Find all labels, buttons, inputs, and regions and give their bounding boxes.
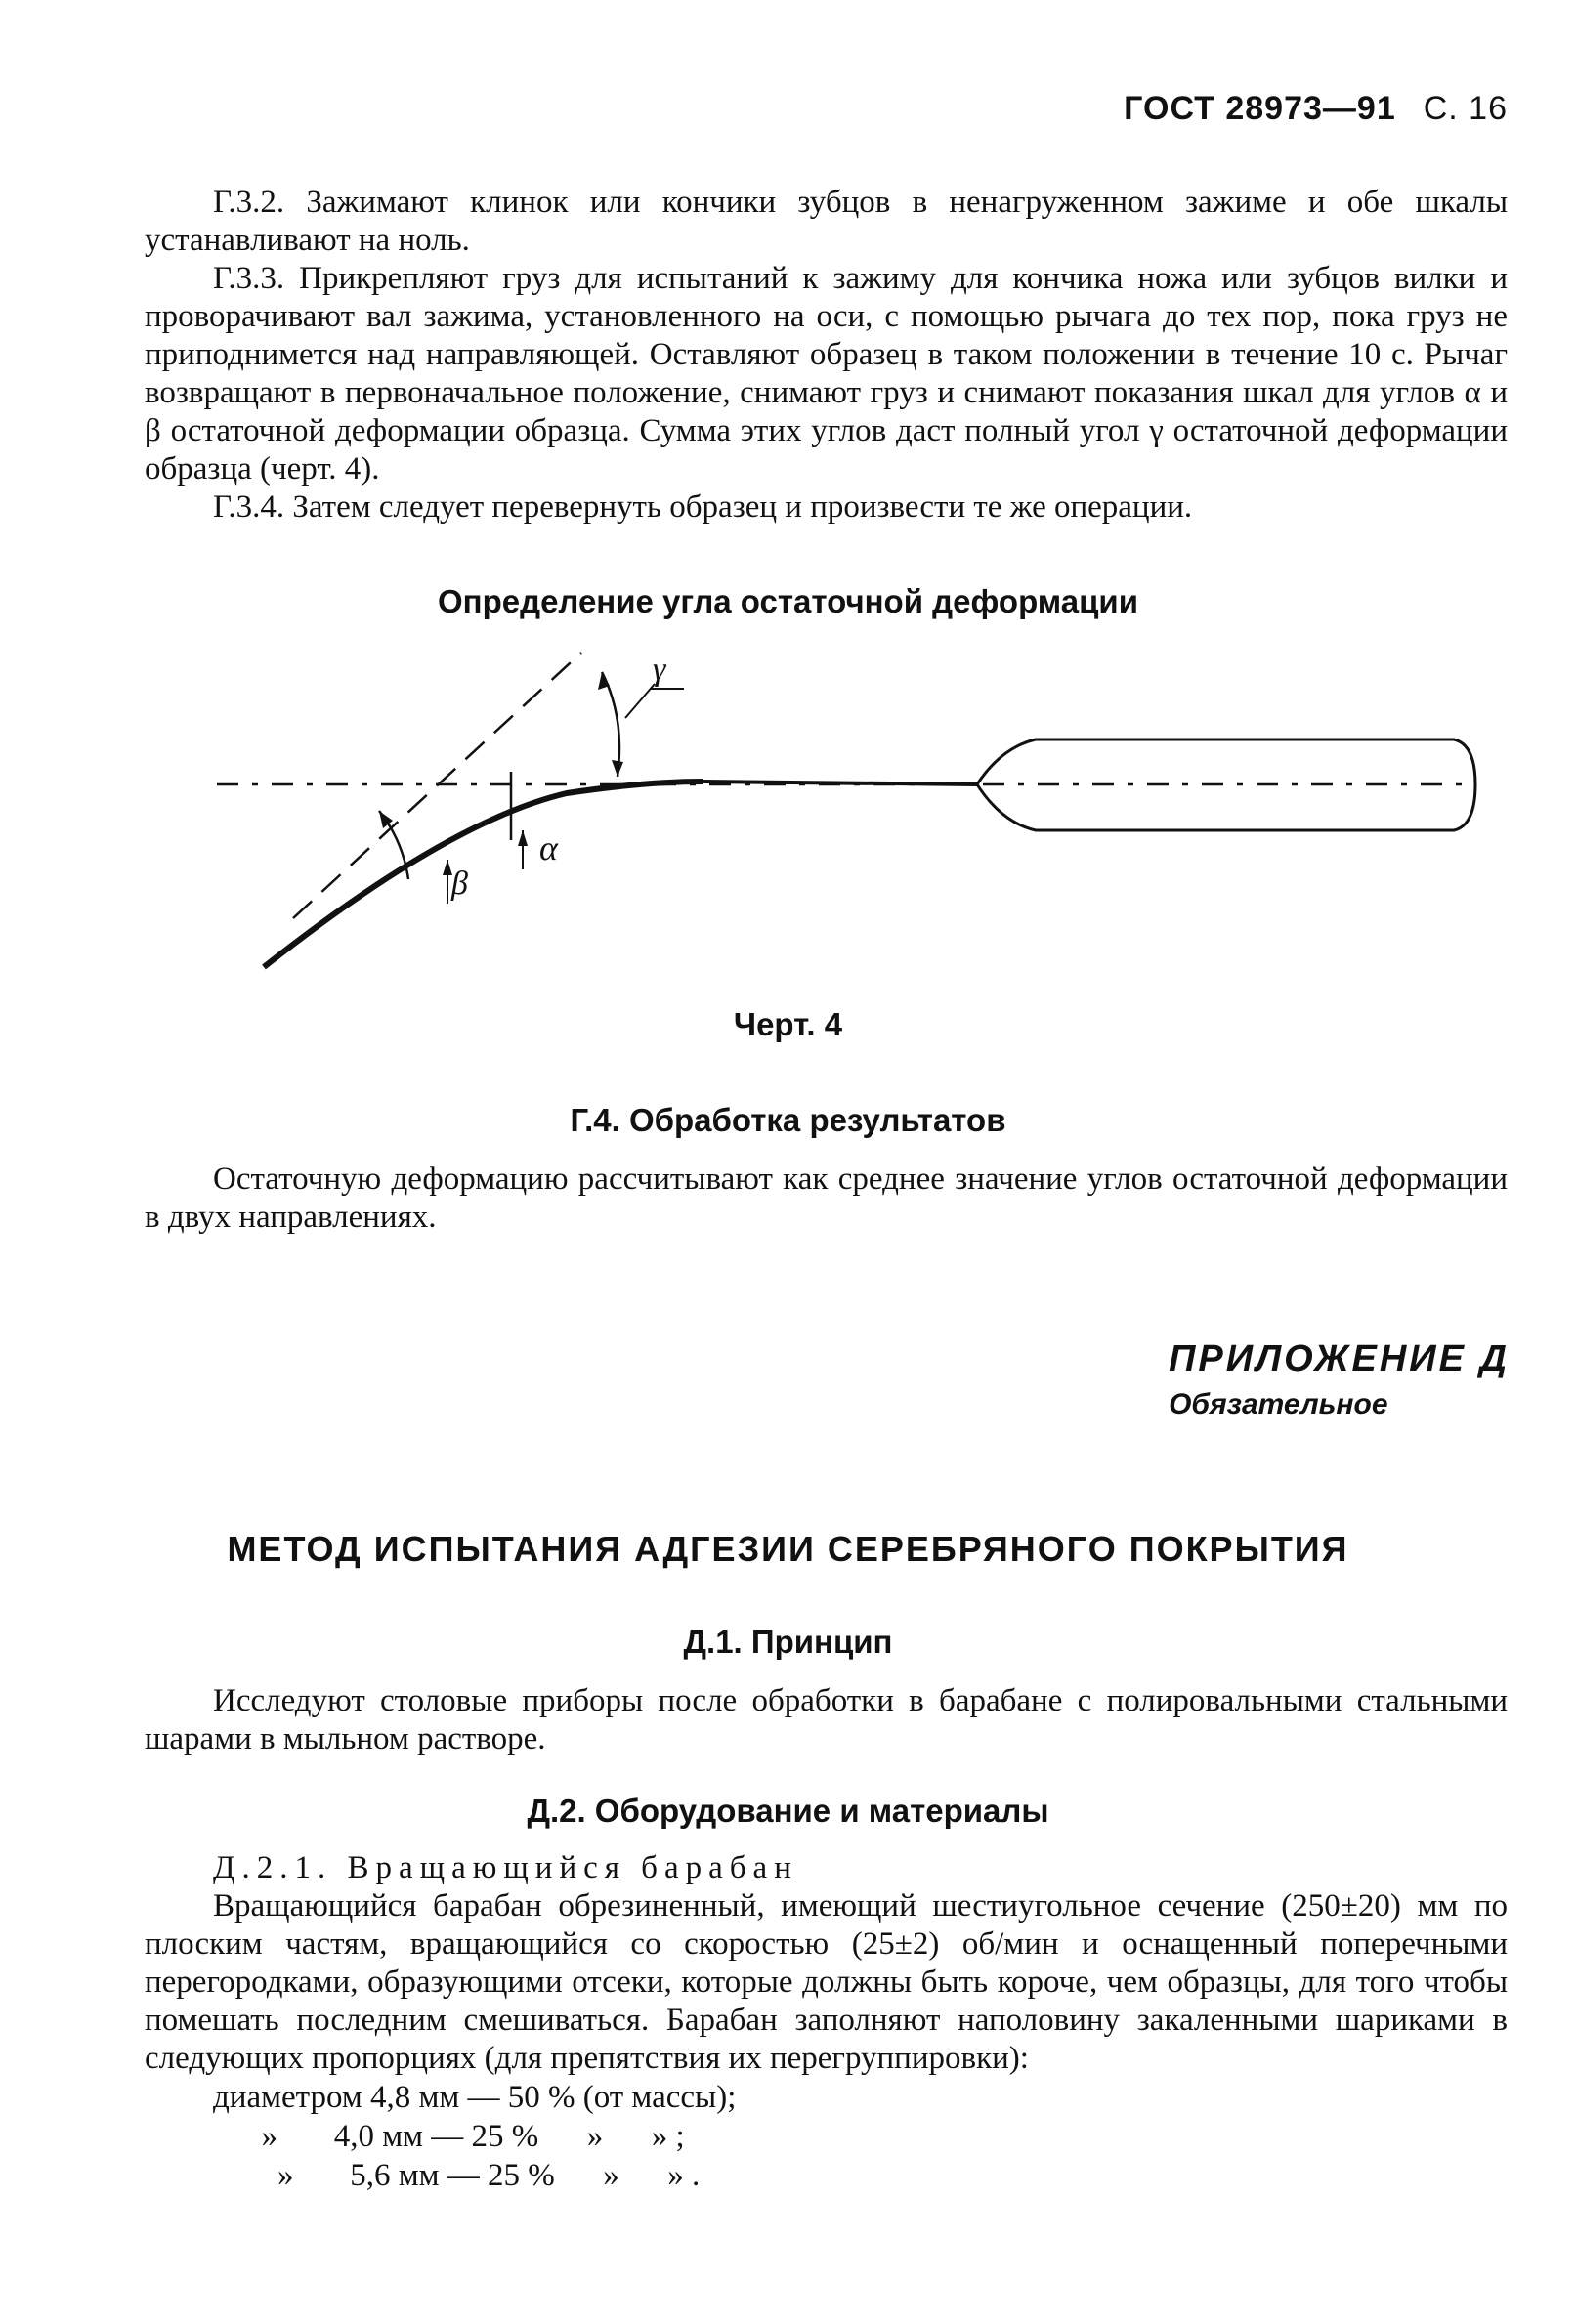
paragraph-d21: Вращающийся барабан обрезиненный, имеющий шестиугольное сечение (250±20) мм по плоским частям, вращающийся со скоростью (25±2) об/мин и оснащенный поперечными перегородками, образующими отсеки, которые должны быть короче, чем образцы, для того чтобы помешать последним смешиваться. Барабан заполняют наполовину закаленными шариками в следующих пропорциях (для препятствия их перегруппировки): (145, 1888, 1508, 2076)
section-d2-body (145, 1849, 1508, 2195)
beta-label: β (451, 866, 468, 902)
alpha-label: α (539, 828, 558, 867)
document-code: ГОСТ 28973—91 (1124, 90, 1396, 127)
list-item: диаметром 4,8 мм — 50 % (от массы); (213, 2080, 737, 2115)
alpha-arrow (518, 830, 528, 846)
figure-title: Определение угла остаточной деформации (438, 583, 1138, 619)
section-d1-heading: Д.1. Принцип (683, 1624, 893, 1660)
method-title: МЕТОД ИСПЫТАНИЯ АДГЕЗИИ СЕРЕБРЯНОГО ПОКРЫТИЯ (227, 1529, 1349, 1569)
list-item: » 5,6 мм — 25 % » » . (213, 2158, 701, 2193)
paragraph-d1: Исследуют столовые приборы после обработки в барабане с полировальными стальными шарами в мыльном растворе. (145, 1683, 1508, 1756)
paragraph-g32: Г.3.2. Зажимают клинок или кончики зубцов в ненагруженном зажиме и обе шкалы устанавливают на ноль. (145, 185, 1508, 258)
gamma-arrow-bottom (612, 760, 623, 777)
section-d1-body (145, 1682, 1508, 1758)
page-number: С. 16 (1423, 90, 1508, 127)
appendix-title: ПРИЛОЖЕНИЕ Д (1169, 1338, 1510, 1379)
section-d2-heading: Д.2. Оборудование и материалы (527, 1793, 1049, 1829)
paragraph-g34: Г.3.4. Затем следует перевернуть образец и произвести те же операции. (213, 489, 1193, 525)
paragraph-g33: Г.3.3. Прикрепляют груз для испытаний к зажиму для кончика ножа или зубцов вилки и проворачивают вал зажима, установленного на оси, с помощью рычага до тех пор, пока груз не приподнимется над направляющей. Оставляют образец в таком положении в течение 10 с. Рычаг возвращают в первоначальное положение, снимают груз и снимают показания шкал для углов α и β остаточной деформации образца. Сумма этих углов даст полный угол γ остаточной деформации образца (черт. 4). (145, 261, 1508, 486)
list-item: » 4,0 мм — 25 % » » ; (213, 2119, 685, 2154)
gamma-label: γ (653, 652, 666, 688)
section-g4-body (145, 1161, 1508, 1237)
item-d21-label: Д.2.1. Вращающийся барабан (213, 1850, 798, 1885)
paragraph-g4: Остаточную деформацию рассчитывают как среднее значение углов остаточной деформации в двух направлениях. (145, 1162, 1508, 1235)
section-g4-heading: Г.4. Обработка результатов (570, 1102, 1006, 1138)
figure-caption: Черт. 4 (733, 1006, 843, 1042)
deformation-diagram (0, 0, 1576, 1075)
appendix-block (1169, 1338, 1510, 1421)
bent-blade (264, 782, 703, 967)
appendix-subtitle: Обязательное (1169, 1388, 1388, 1420)
